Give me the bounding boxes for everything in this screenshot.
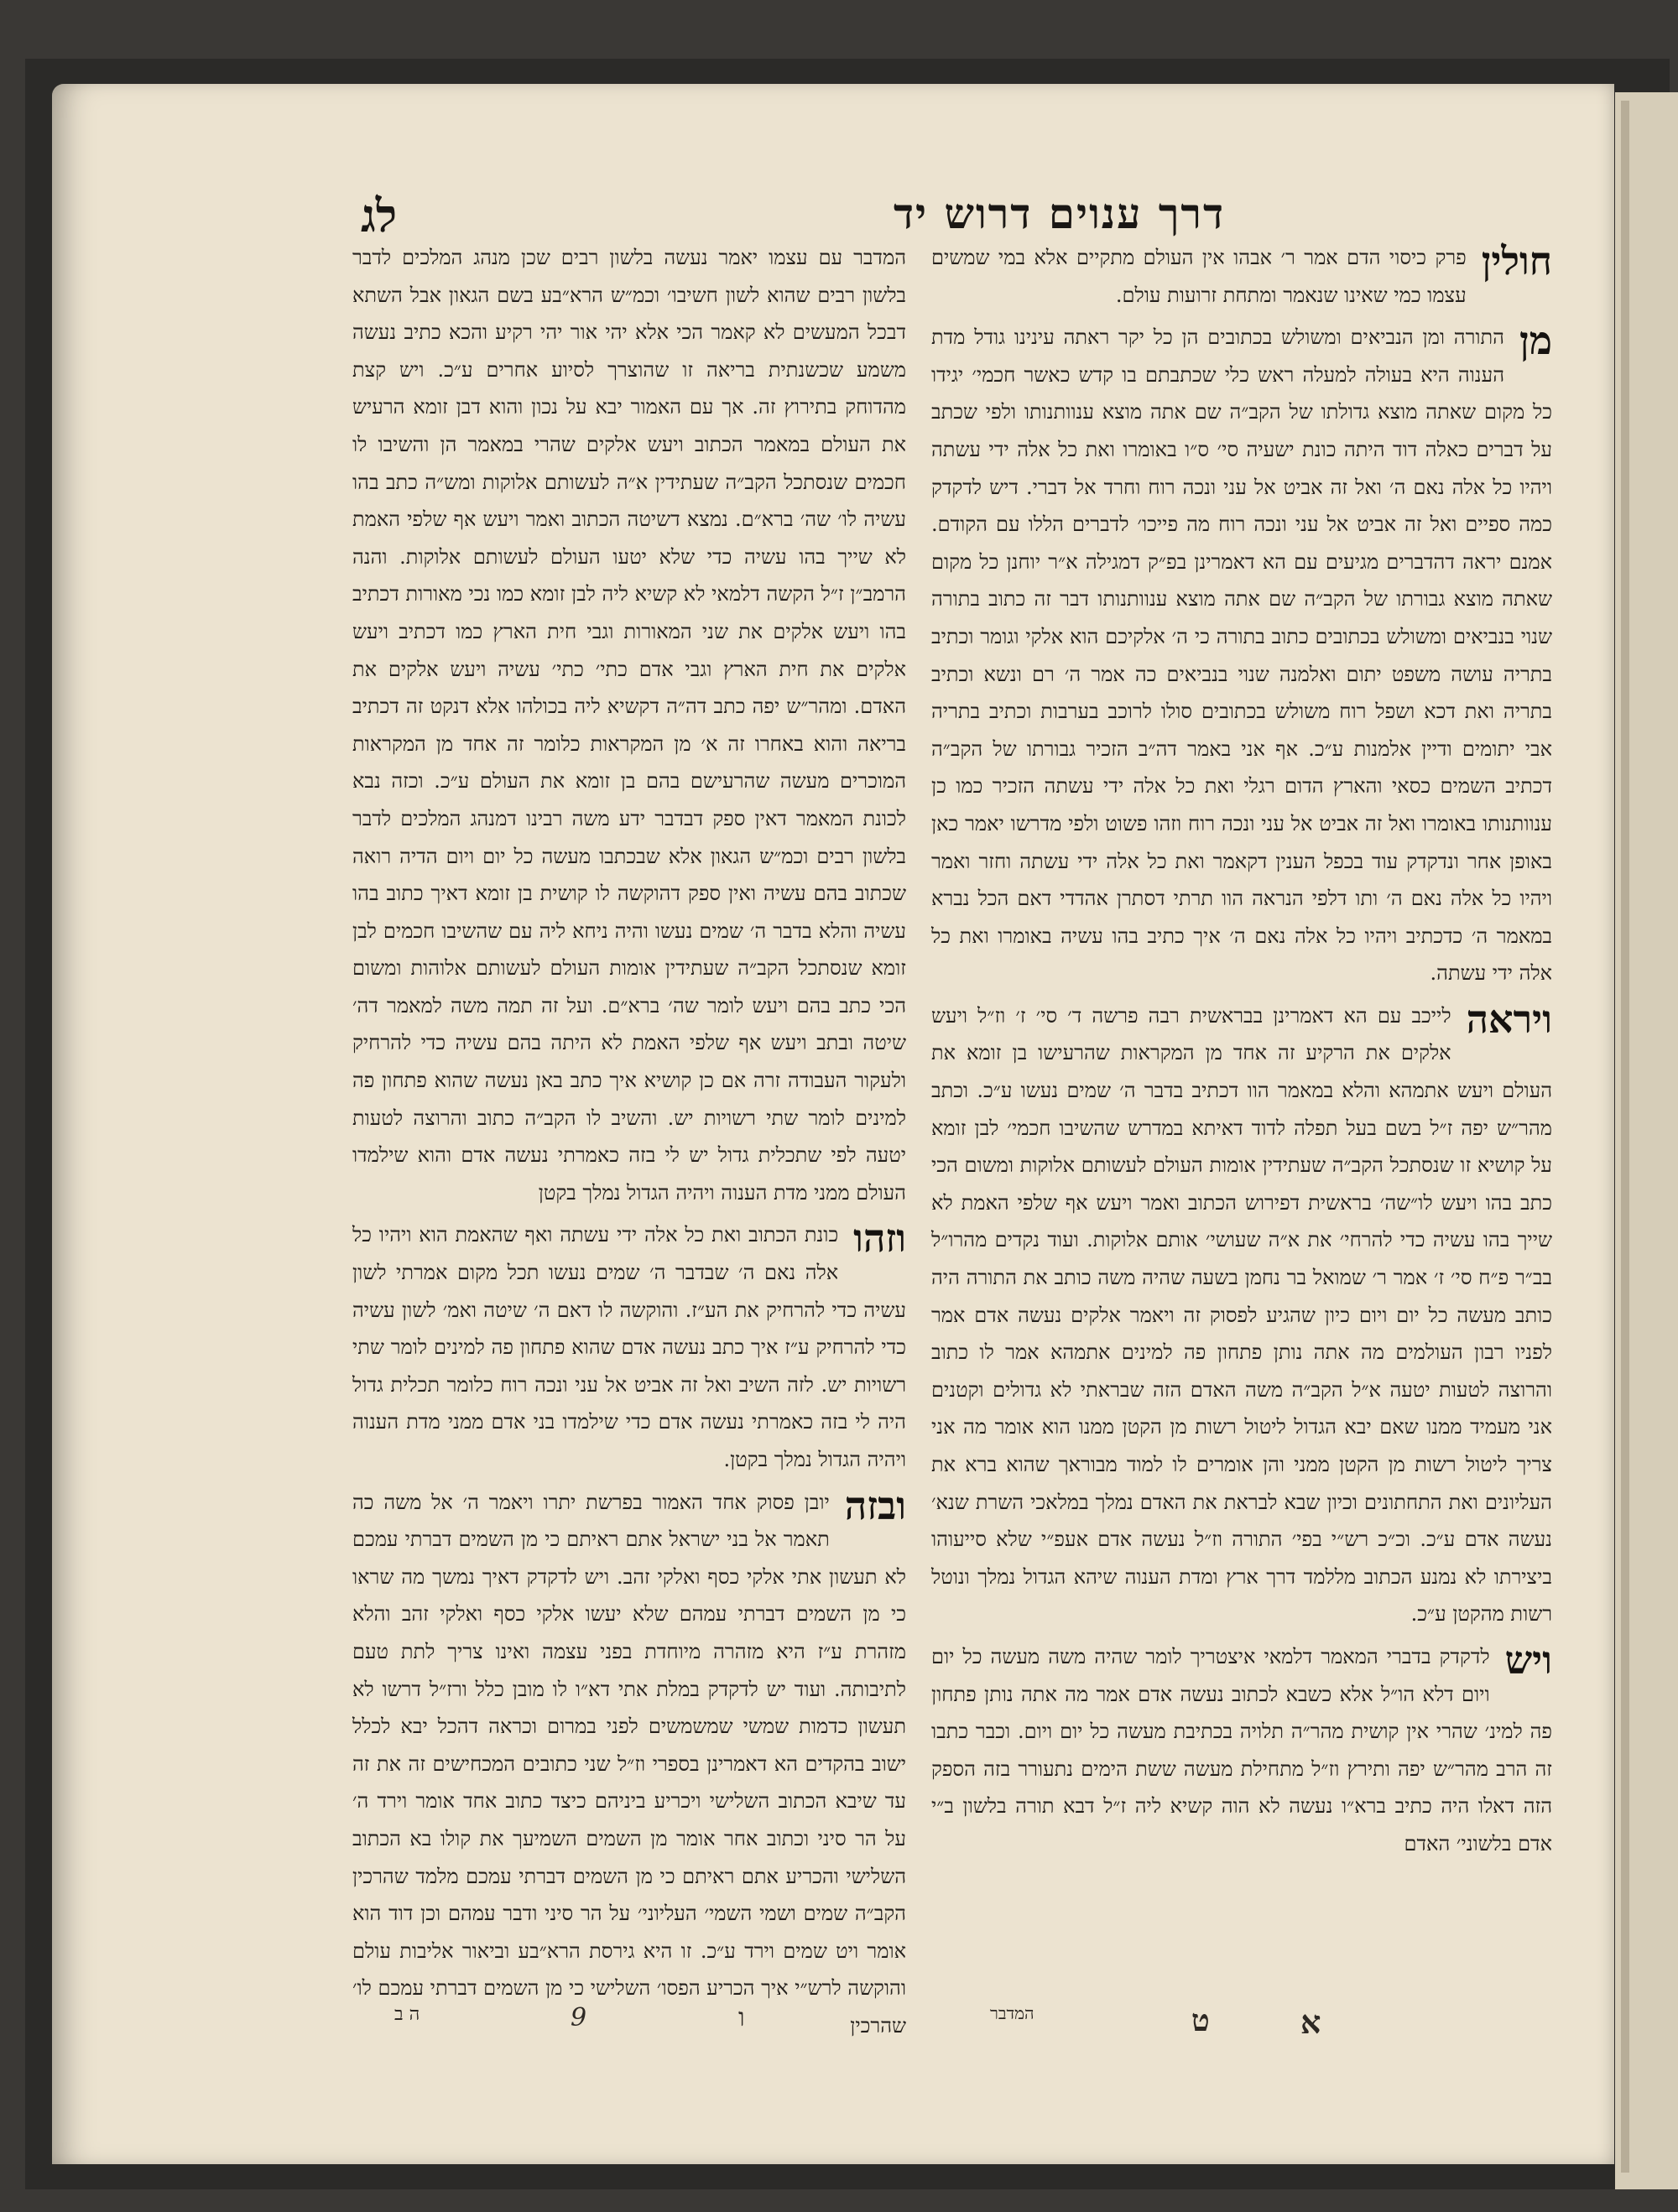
lemma-word: ובזה — [844, 1482, 906, 1528]
right-column — [931, 239, 1552, 1868]
signature-letter: א — [1300, 2003, 1321, 2041]
catchword: המדבר — [990, 2003, 1034, 2023]
left-column — [352, 239, 906, 2050]
lemma-word: וזהו — [853, 1215, 906, 1262]
section-min — [931, 319, 1552, 992]
section-veyireh — [931, 997, 1552, 1633]
section-text: לדקדק בדברי המאמר דלמאי איצטריך לומר שהיה משה מעשה כל יום ויום דלא הו״ל אלא כשבא לכתוב נעשה אדם אמר מה אתה נותן פתחון פה למינ׳ שהרי אין קושית מהר״ה תלויה בכתיבת מעשה כל יום ויום. וכבר כתבו זה הרב מהר״ש יפה ותירץ וז״ל מתחילת מעשה ששת הימים נתעורר בזה הספק הזה דאלו היה כתיב ברא״ו נעשה לא הוה קשיא ליה ז״ל דבא תורה בלשון ב״י אדם בלשוני׳ האדם — [931, 1644, 1552, 1855]
folio-number: לג — [361, 189, 398, 242]
lemma-word: חולין — [1481, 238, 1552, 284]
manuscript-note: ה ב — [394, 2004, 420, 2025]
section-text: פרק כיסוי הדם אמר ר׳ אבהו אין העולם מתקיים אלא במי שמשים עצמו כמי שאינו שנאמר ומתחת זרועות עולם. — [931, 246, 1467, 307]
section-veyesh — [931, 1638, 1552, 1863]
section-text: יובן פסוק אחד האמור בפרשת יתרו ויאמר ה׳ אל משה כה תאמר אל בני ישראל אתם ראיתם כי מן השמים דברתי עמכם לא תעשון אתי אלקי כסף ואלקי זהב. ויש לדקדק דאיך נמשך מה שראו כי מן השמים דברתי עמהם שלא יעשו אלקי כסף ואלקי זהב והלא מזהרת ע״ז היא מזהרה מיוחדת בפני עצמה ואינו צריך לתת טעם לתיבותה. ועוד יש לדקדק במלת אתי דא״ו לו מובן כלל ורז״ל דרשו לא תעשון כדמות שמשי שמשמשים לפני במרום וכראה דהכל יבא לכלל ישוב בהקדים הא דאמרינן בספרי וז״ל שני כתובים המכחישים זה את זה עד שיבא הכתוב השלישי ויכריע ביניהם כיצד כתוב אחד אומר וירד ה׳ על הר סיני וכתוב אחר אומר מן השמים השמיעך את קולו בא הכתוב השלישי והכריע אתם ראיתם כי מן השמים דברתי עמכם מלמד שהרכין הקב״ה שמים ושמי השמי׳ העליוני׳ על הר סיני ודבר עמהם וכן דוד הוא אומר ויט שמים וירד ע״כ. זו היא גירסת הרא״בע וביאור אליבות עולם והוקשה לרש״י איך הכריע הפסו׳ השלישי כי מן השמים דברתי עמכם לו׳ שהרכין — [352, 1490, 906, 2038]
lemma-word: ויש — [1504, 1637, 1552, 1683]
signature-mark: ט — [1191, 2003, 1210, 2038]
section-text: התורה ומן הנביאים ומשולש בכתובים הן כל יקר ראתה עינינו גודל מדת הענוה היא בעולה למעלה ראש כלי שכתבתם בו קדש כאשר חכמי׳ יגידו כל מקום שאתה מוצא גדולתו של הקב״ה שם אתה מוצא ענוותנותו ולפי שכתב על דברים כאלה דוד היתה כונת ישעיה סי׳ ס״ו באומרו ואת כל אלה ידי עשתה ויהיו כל אלה נאם ה׳ ואל זה אביט אל עני ונכה רוח וחרד אל דברי. דיש לדקדק כמה ספיים ואל זה אביט אל עני ונכה רוח מה פייכו׳ לדברים הללו עם הקודם. אמנם יראה דהדברים מגיעים עם הא דאמרינן בפ״ק דמגילה א״ר יוחנן כל מקום שאתה מוצא גבורתו של הקב״ה שם אתה מוצא ענוותנותו דבר זה כתוב בתורה שנוי בנביאים ומשולש בכתובים כתוב בתורה כי ה׳ אלקיכם הוא אלקי וגומר וכתיב בתריה עושה משפט יתום ואלמנה שנוי בנביאים כה אמר ה׳ רם ונשא וכתיב בתריה ואת דכא ושפל רוח משולש בכתובים סולו לרוכב בערבות וכתיב בתריה אבי יתומים ודיין אלמנות ע״כ. אף אני באמר דה״ב הזכיר גבורתו של הקב״ה דכתיב השמים כסאי והארץ הדום רגלי ואת כל אלה ידי עשתה הזכיר כמו כן ענוותנותו באומרו ואל זה אביט אל עני ונכה רוח וזהו פשוט ולפי מדרשו יאמר כאן באופן אחר ונדקדק עוד בכפל הענין דקאמר ואת כל אלה ידי עשתה וחזר ואמר ויהיו כל אלה נאם ה׳ ותו דלפי הנראה הוו תרתי דסתרן אהדדי דאם הכל נברא במאמר ה׳ כדכתיב ויהיו כל אלה נאם ה׳ איך כתיב בהו עשיה באומרו ואת כל אלה ידי עשתה. — [931, 325, 1552, 986]
manuscript-note: ו — [738, 2003, 745, 2032]
section-text: לייכב עם הא דאמרינן בבראשית רבה פרשה ד׳ סי׳ ז׳ וז״ל ויעש אלקים את הרקיע זה אחד מן המקראות שהרעישו בן זומא את העולם ויעש אתמהא והלא במאמר הוו דכתיב בדבר ה׳ שמים נעשו ע״כ. וכתב מהר״ש יפה ז״ל בשם בעל תפלה לדוד דאיתא במדרש שהשיבו חכמי׳ לבן זומא על קושיא זו שנסתכל הקב״ה שעתידין אומות העולם לעשותם אלוקות ומשום הכי כתב בהו ויעש לו״שה׳ בראשית דפירוש הכתוב ואמר ויעש אף שלפי האמת לא שייך בהו עשיה כדי להרחי׳ את א״ה שעושי׳ אותם אלוקות. ועוד נקדים מהרו״ל בב״ר פ״ח סי׳ ז׳ אמר ר׳ שמואל בר נחמן בשעה שהיה משה כותב את התורה היה כותב מעשה כל יום ויום כיון שהגיע לפסוק זה ויאמר אלקים נעשה אדם אמר לפניו רבון העולמים מה אתה נותן פתחון פה למינים אתמהא אמר לו כתוב והרוצה לטעות יטעה א״ל הקב״ה משה האדם הזה שבראתי לא גדולים וקטנים אני מעמיד ממנו שאם יבא הגדול ליטול רשות מן הקטן ממנו הוא אומר מה אני צריך ליטול רשות מן הקטן ממני והן אומרים לו למוד מבוראך שהוא ברא את העליונים ואת התחתונים וכיון שבא לבראת את האדם נמלך במלאכי השרת שנא׳ נעשה אדם ע״כ. וכ״כ רש״י בפי׳ התורה וז״ל נעשה אדם אעפ״י שלא סייעוהו ביצירתו לא נמנע הכתוב מללמד דרך ארץ ומדת הענוה שיהא הגדול נמלך ונוטל רשות מהקטן ע״כ. — [931, 1003, 1553, 1626]
section-text: המדבר עם עצמו יאמר נעשה בלשון רבים שכן מנהג המלכים לדבר בלשון רבים שהוא לשון חשיבו׳ וכמ״ש הרא״בע בשם הגאון אבל השתא דבכל המעשים לא קאמר הכי אלא יהי אור יהי רקיע והכא כתיב נעשה משמע שכשנתית בריאה זו שהוצרך לסיוע אחרים ע״כ. ויש קצת מהדוחק בתירוץ זה. אך עם האמור יבא על נכון והוא דבן זומא הרעיש את העולם במאמר הכתוב ויעש אלקים שהרי במאמר הן והשיבו לו חכמים שנסתכל הקב״ה שעתידין א״ה לעשותם אלוקות ומש״ה כתב בהו עשיה לו׳ שה׳ ברא״ם. נמצא דשיטה הכתוב ואמר ויעש אף שלפי האמת לא שייך בהו עשיה כדי שלא יטעו העולם לעשותם אלוקות. והנה הרמב״ן ז״ל הקשה דלמאי לא קשיא ליה לבן זומא כמו נכי מאורות דכתיב בהו ויעש אלקים את שני המאורות וגבי חית הארץ כמו דכתיב ויעש אלקים את חית הארץ וגבי אדם כתי׳ כתי׳ עשיה ויעש אלקים את האדם. ומהר״ש יפה כתב דה״ה דקשיא ליה בכולהו אלא דנקט זה דכתיב בריאה והוא באחרו זה א׳ מן המקראות כלומר זה אחד מן המקראות המוכרים מעשה שהרעישם בהם בן זומא את העולם ע״כ. וכזה נבא לכונת המאמר דאין ספק דבדבר ידע משה רבינו דמנהג המלכים לדבר בלשון רבים וכמ״ש הגאון אלא שבכתבו מעשה כל יום ויום הדיה רואה שכתוב בהם עשיה ואין ספק דהוקשה לו קושית בן זומא דאיך כתוב בהו עשיה והלא בדבר ה׳ שמים נעשו והיה ניחא ליה עם שהשיבו חכמים לבן זומא שנסתכל הקב״ה שעתידין אומות העולם לעשותם אלוהות ומשום הכי כתב בהם ויעש לומר שה׳ ברא״ם. ועל זה תמה משה למאמר דה׳ שיטה ובתב ויעש אף שלפי האמת לא היתה בהם עשיה כדי להרחיק ולעקור העבודה זרה אם כן קושיא איך כתב באן נעשה שהוא פתחון פה למינים לומר שתי רשויות יש. והשיב לו הקב״ה כתוב והרוצה לטעות יטעה לפי שתכלית גדול יש לי בזה כאמרתי נעשה אדם והוא שילמדו העולם ממני מדת הענוה ויהיה הגדול נמלך בקטן — [352, 246, 906, 1205]
section-text: כונת הכתוב ואת כל אלה ידי עשתה ואף שהאמת הוא ויהיו כל אלה נאם ה׳ שבדבר ה׳ שמים נעשו תכל מקום אמרתי לשון עשיה כדי להרחיק את הע״ז. והוקשה לו דאם ה׳ שיטה ואמ׳ לשון עשיה כדי להרחיק ע״ז איך כתב נעשה אדם שהוא פתחון פה למינים לומר שתי רשויות יש. לזה השיב ואל זה אביט אל עני ונכה רוח כלומר תכלית גדול היה לי בזה כאמרתי נעשה אדם כדי שילמדו בני אדם ממני מדת הענוה ויהיה הגדול נמלך בקטן. — [352, 1223, 906, 1471]
section-chullin — [931, 239, 1552, 314]
lemma-word: ויראה — [1466, 996, 1552, 1042]
section-vezehu — [352, 1216, 906, 1478]
running-title: דרך ענוים דרוש יד — [893, 189, 1225, 238]
manuscript-note: 9 — [571, 2003, 587, 2032]
page-gutter — [1621, 101, 1629, 2173]
lemma-word: מן — [1519, 318, 1552, 364]
section-uvazeh — [352, 1484, 906, 2045]
section-continuation — [352, 239, 906, 1211]
